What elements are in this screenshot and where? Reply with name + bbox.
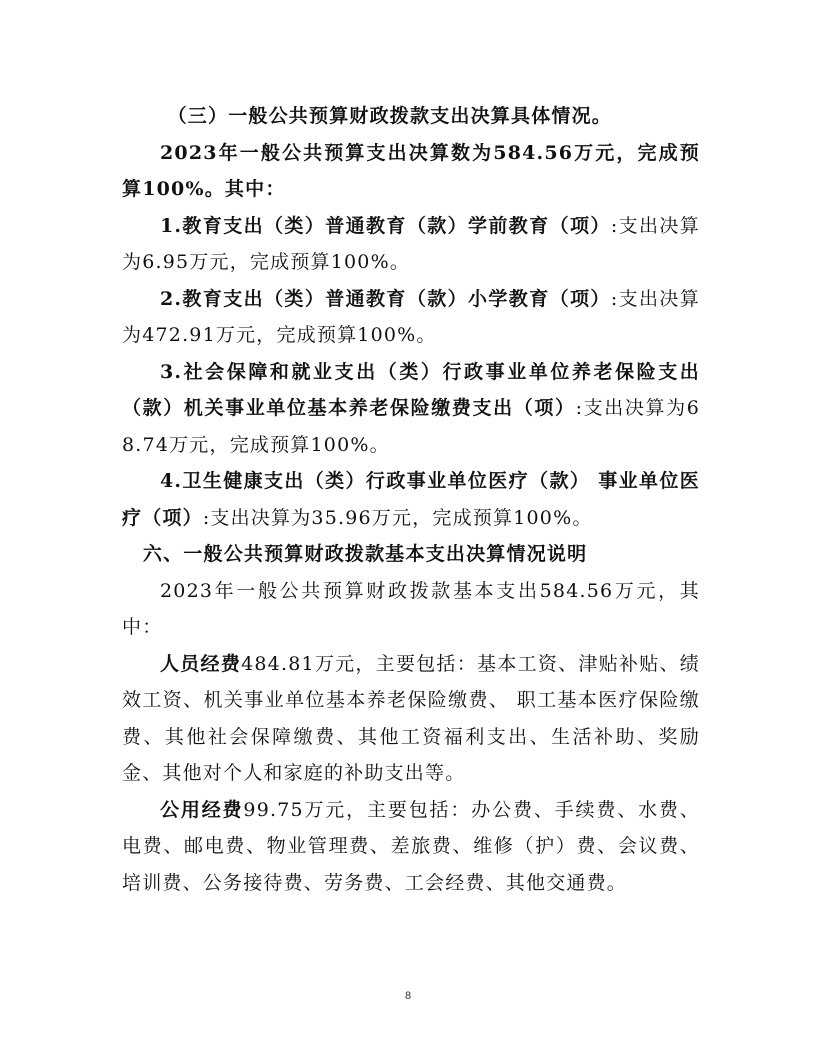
public-expense-label: 公用经费 — [160, 798, 244, 821]
expenditure-item-title: 2.教育支出（类）普通教育（款）小学教育（项） — [160, 287, 611, 310]
section-heading: 六、一般公共预算财政拨款基本支出决算情况说明 — [142, 543, 588, 565]
expenditure-item-detail: :支出决算为472.91万元，完成预算100%。 — [122, 287, 701, 346]
personnel-expense-label: 人员经费 — [160, 652, 242, 675]
public-expense-paragraph — [122, 792, 700, 902]
expenditure-item-title: 1.教育支出（类）普通教育（款）学前教育（项） — [160, 214, 611, 237]
expenditure-item-4 — [122, 463, 700, 536]
expenditure-item-title: 4.卫生健康支出（类）行政事业单位医疗（款） 事业单位医疗（项） — [122, 470, 700, 529]
expenditure-item-3 — [122, 354, 700, 464]
document-body — [122, 98, 700, 901]
expenditure-item-title: 3.社会保障和就业支出（类）行政事业单位养老保险支出（款）机关事业单位基本养老保险缴费支出（项） — [122, 360, 700, 419]
basic-expenditure-summary: 2023年一般公共预算财政拨款基本支出584.56万元，其中： — [122, 579, 700, 638]
section-subheading: （三）一般公共预算财政拨款支出决算具体情况。 — [167, 105, 612, 127]
personnel-expense-paragraph — [122, 646, 700, 792]
expenditure-item-detail: :支出决算为6.95万元，完成预算100%。 — [122, 214, 701, 273]
expenditure-item-detail: :支出决算为68.74万元，完成预算100%。 — [122, 397, 701, 456]
expenditure-item-1 — [122, 208, 700, 281]
expenditure-summary: 2023年一般公共预算支出决算数为584.56万元，完成预算100%。其中： — [122, 141, 700, 200]
expenditure-item-2 — [122, 281, 700, 354]
personnel-expense-text: 484.81万元，主要包括：基本工资、津贴补贴、绩效工资、机关事业单位基本养老保险缴费、 职工基本医疗保险缴费、其他社会保障缴费、其他工资福利支出、生活补助、奖励金、其他对个人和家庭的补助支出等。 — [122, 652, 700, 784]
expenditure-item-detail: :支出决算为35.96万元，完成预算100%。 — [202, 506, 593, 529]
public-expense-text: 99.75万元，主要包括：办公费、手续费、水费、电费、邮电费、物业管理费、差旅费、维修（护）费、会议费、培训费、公务接待费、劳务费、工会经费、其他交通费。 — [122, 798, 700, 894]
page-number: 8 — [404, 990, 412, 1002]
